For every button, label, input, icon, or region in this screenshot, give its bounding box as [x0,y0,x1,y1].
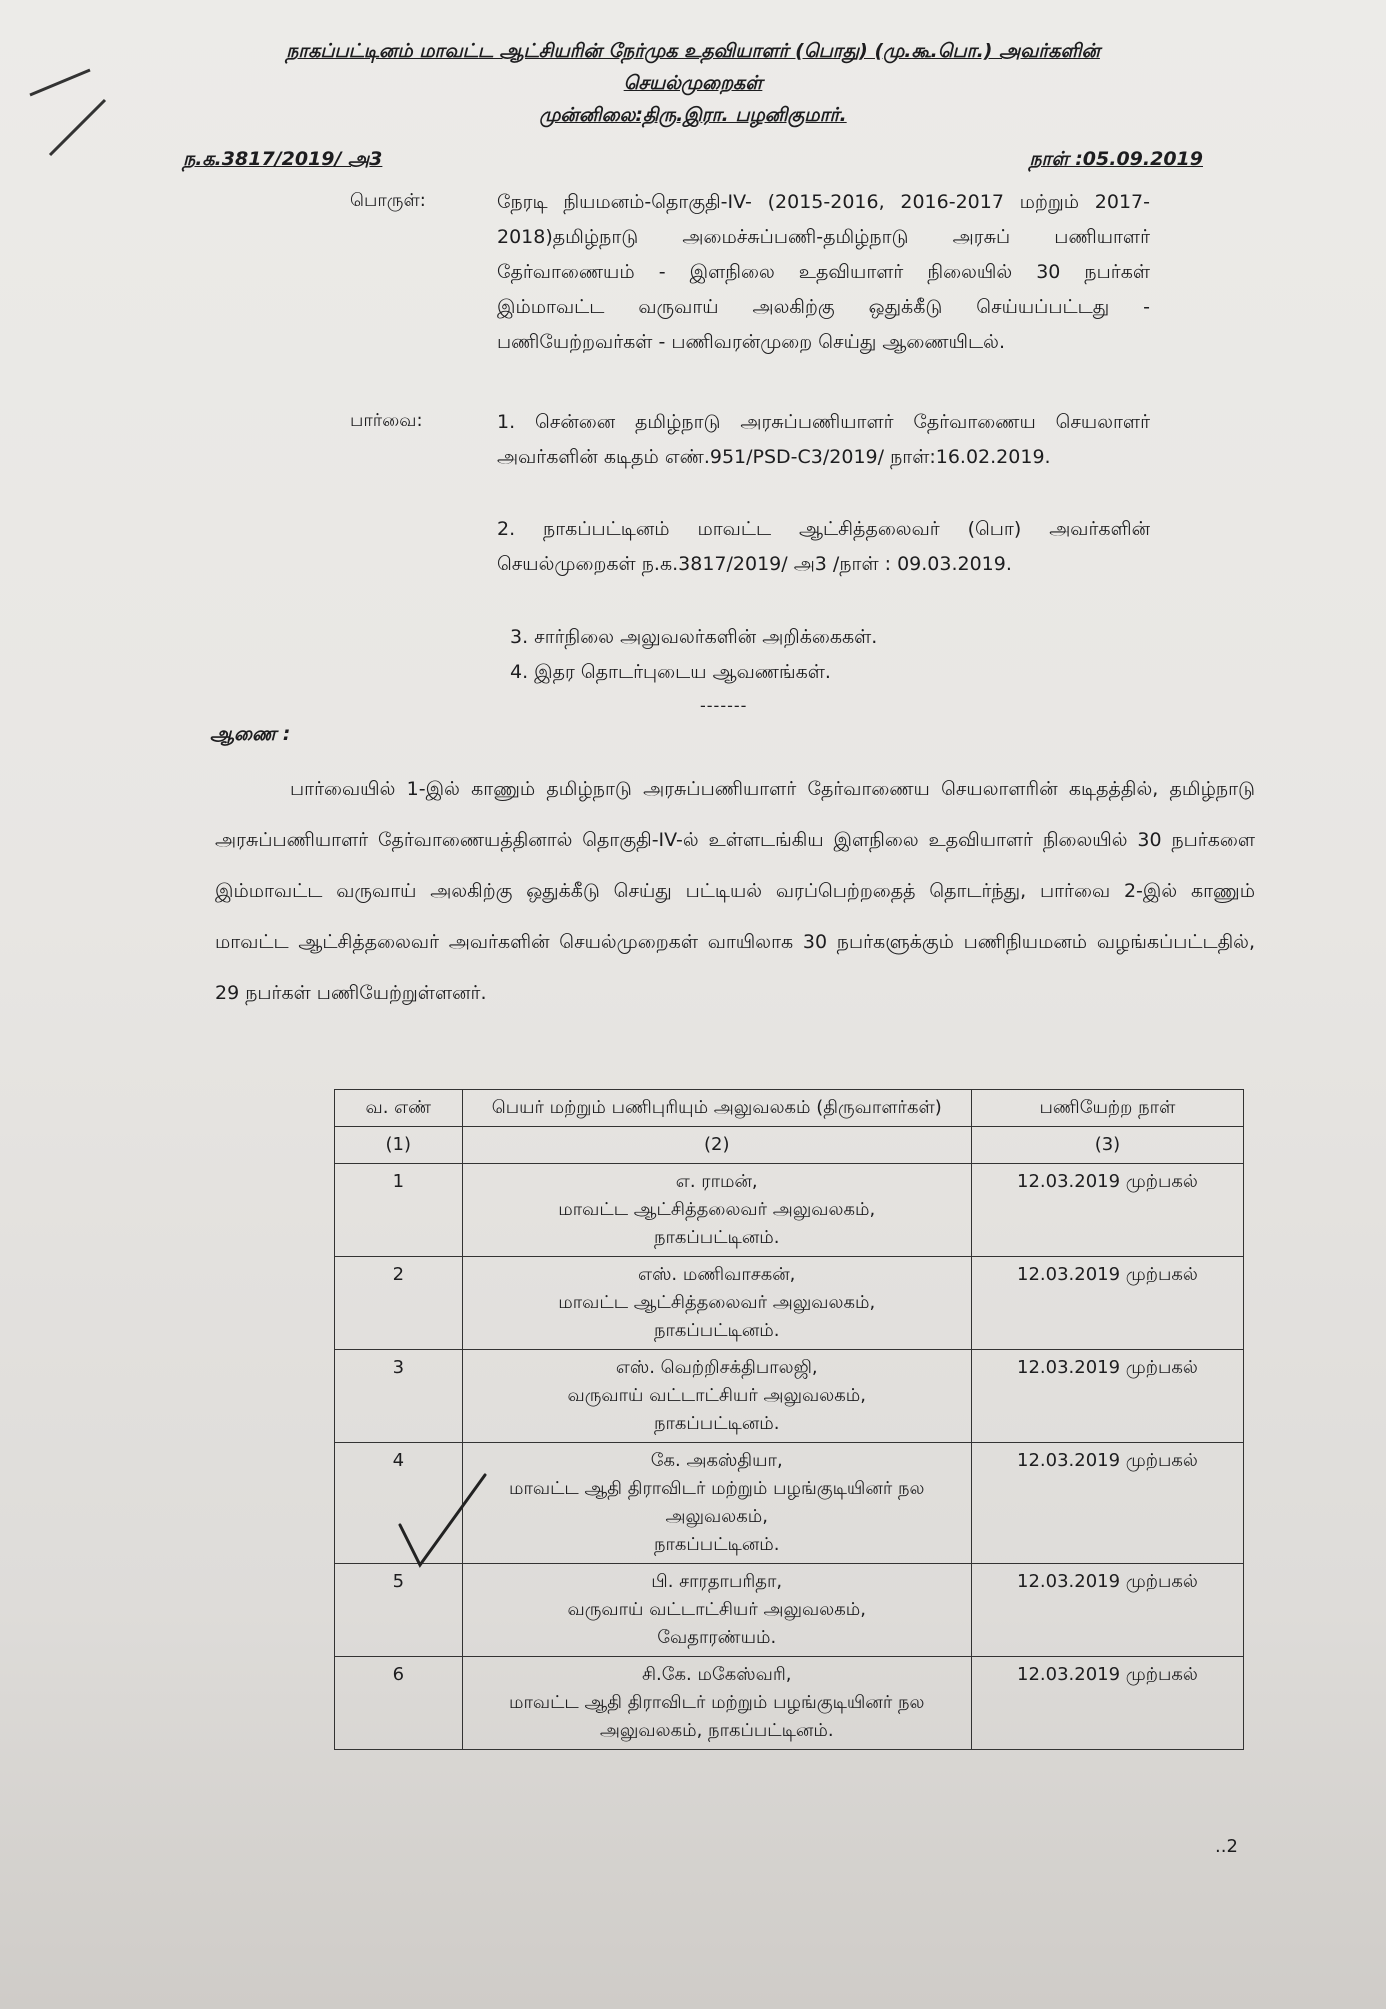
header-presence-line: முன்னிலை:திரு.இரா. பழனிகுமார். [539,104,847,126]
row-office: மாவட்ட ஆட்சித்தலைவர் அலுவலகம், [558,1199,876,1220]
reference-number: ந.க.3817/2019/ அ3 [183,148,383,170]
row-name: பி. சாரதாபரிதா, [651,1571,783,1592]
subject-text: நேரடி நியமனம்-தொகுதி-IV- (2015-2016, 2016-2017 மற்றும் 2017-2018)தமிழ்நாடு அமைச்சுப்பணி-தமிழ்நாடு அரசுப் பணியாளர் தேர்வாணையம் - இளநிலை உதவியாளர் நிலையில் 30 நபர்கள் இம்மாவட்ட வருவாய் அலகிற்கு ஒதுக்கீடு செய்யப்பட்டது - பணியேற்றவர்கள் - பணிவரன்முறை செய்து ஆணையிடல். [497,191,1150,353]
header-name-office: பெயர் மற்றும் பணிபுரியும் அலுவலகம் (திருவாளர்கள்) [462,1090,971,1127]
row-place: நாகப்பட்டினம். [653,1227,780,1248]
reference-item-4: 4. இதர தொடர்புடைய ஆவணங்கள். [510,661,831,683]
row-date: 12.03.2019 முற்பகல் [971,1564,1243,1657]
row-serial: 3 [335,1350,463,1443]
row-serial: 4 [335,1443,463,1564]
row-details [462,1657,971,1750]
row-place: வேதாரண்யம். [657,1627,777,1648]
order-label: ஆணை : [210,723,291,745]
separator: ------- [700,696,748,715]
row-serial: 5 [335,1564,463,1657]
row-date: 12.03.2019 முற்பகல் [971,1657,1243,1750]
header-title-line1: நாகப்பட்டினம் மாவட்ட ஆட்சியரின் நேர்முக உதவியாளர் (பொது) (மு.கூ.பொ.) அவர்களின் [286,40,1100,62]
row-details [462,1257,971,1350]
colnum-2: (2) [462,1127,971,1164]
row-date: 12.03.2019 முற்பகல் [971,1443,1243,1564]
row-date: 12.03.2019 முற்பகல் [971,1350,1243,1443]
row-name: சி.கே. மகேஸ்வரி, [641,1664,792,1685]
header-title-line2: செயல்முறைகள் [623,72,763,94]
row-name: எ. ராமன், [675,1171,758,1192]
subject-label: பொருள்: [350,190,426,211]
reference-item-2: 2. நாகப்பட்டினம் மாவட்ட ஆட்சித்தலைவர் (பொ) அவர்களின் செயல்முறைகள் ந.க.3817/2019/ அ3 /நாள் : 09.03.2019. [497,518,1150,575]
reference-item-1: 1. சென்னை தமிழ்நாடு அரசுப்பணியாளர் தேர்வாணைய செயலாளர் அவர்களின் கடிதம் எண்.951/PSD-C3/2019/ நாள்:16.02.2019. [497,411,1150,468]
row-details [462,1164,971,1257]
row-serial: 2 [335,1257,463,1350]
table-row [335,1657,1244,1750]
appointee-table [334,1089,1244,1750]
checkmark-icon [395,1470,495,1580]
row-place: நாகப்பட்டினம். [653,1534,780,1555]
row-date: 12.03.2019 முற்பகல் [971,1164,1243,1257]
order-paragraph: பார்வையில் 1-இல் காணும் தமிழ்நாடு அரசுப்பணியாளர் தேர்வாணைய செயலாளரின் கடிதத்தில், தமிழ்நாடு அரசுப்பணியாளர் தேர்வாணையத்தினால் தொகுதி-IV-ல் உள்ளடங்கிய இளநிலை உதவியாளர் நிலையில் 30 நபர்களை இம்மாவட்ட வருவாய் அலகிற்கு ஒதுக்கீடு செய்து பட்டியல் வரப்பெற்றதைத் தொடர்ந்து, பார்வை 2-இல் காணும் மாவட்ட ஆட்சித்தலைவர் அவர்களின் செயல்முறைகள் வாயிலாக 30 நபர்களுக்கும் பணிநியமனம் வழங்கப்பட்டதில், 29 நபர்கள் பணியேற்றுள்ளனர். [215,778,1255,1004]
colnum-3: (3) [971,1127,1243,1164]
row-name: எஸ். மணிவாசகன், [638,1264,796,1285]
row-details [462,1443,971,1564]
row-office: வருவாய் வட்டாட்சியர் அலுவலகம், [567,1385,866,1406]
row-office: மாவட்ட ஆதி திராவிடர் மற்றும் பழங்குடியினர் நல அலுவலகம், [508,1478,925,1527]
row-office: மாவட்ட ஆதி திராவிடர் மற்றும் பழங்குடியினர் நல அலுவலகம், நாகப்பட்டினம். [508,1692,925,1741]
page-number: ..2 [1215,1836,1238,1857]
header-joining-date: பணியேற்ற நாள் [971,1090,1243,1127]
table-colnum-row [335,1127,1244,1164]
row-serial: 6 [335,1657,463,1750]
row-date: 12.03.2019 முற்பகல் [971,1257,1243,1350]
table-row [335,1164,1244,1257]
row-place: நாகப்பட்டினம். [653,1320,780,1341]
document-date: நாள் :05.09.2019 [1029,148,1203,170]
row-details [462,1564,971,1657]
reference-item-3: 3. சார்நிலை அலுவலர்களின் அறிக்கைகள். [510,626,878,648]
colnum-1: (1) [335,1127,463,1164]
row-place: நாகப்பட்டினம். [653,1413,780,1434]
references-label: பார்வை: [350,410,423,431]
row-name: கே. அகஸ்தியா, [650,1450,783,1471]
row-name: எஸ். வெற்றிசக்திபாலஜி, [615,1357,818,1378]
table-header-row [335,1090,1244,1127]
row-details [462,1350,971,1443]
row-serial: 1 [335,1164,463,1257]
table-row [335,1257,1244,1350]
table-row [335,1350,1244,1443]
row-office: வருவாய் வட்டாட்சியர் அலுவலகம், [567,1599,866,1620]
header-serial: வ. எண் [335,1090,463,1127]
row-office: மாவட்ட ஆட்சித்தலைவர் அலுவலகம், [558,1292,876,1313]
